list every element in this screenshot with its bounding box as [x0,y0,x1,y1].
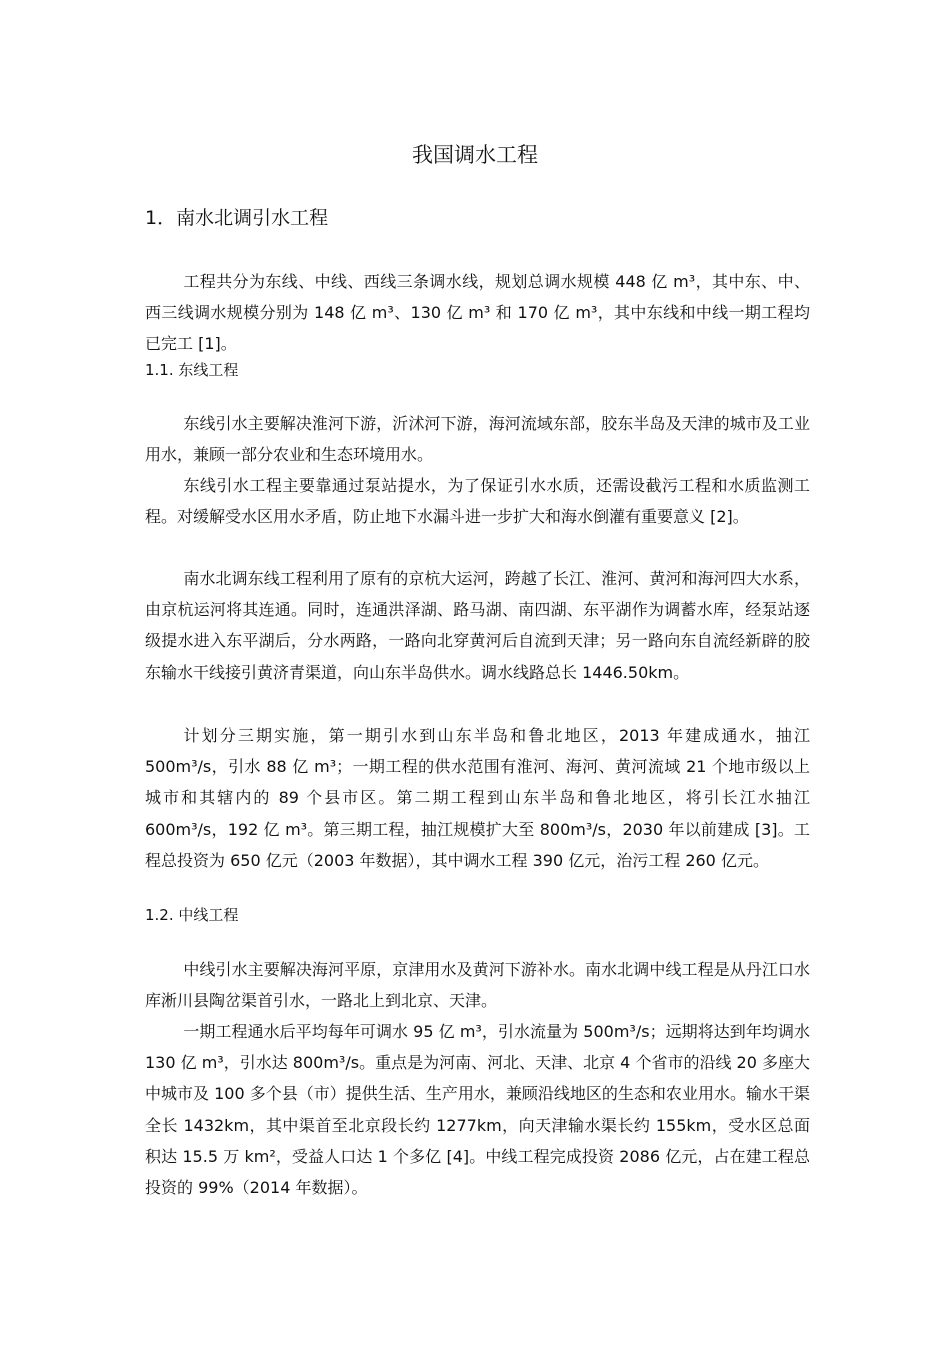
middle-paragraph-2: 一期工程通水后平均每年可调水 95 亿 m³，引水流量为 500m³/s；远期将达到年均调水 130 亿 m³，引水达 800m³/s。重点是为河南、河北、天津、北京 4 个省市的沿线 20 多座大中城市及 100 多个县（市）提供生活、生产用水，兼顾沿线地区的生态和农业用水。输水干渠全长 1432km，其中渠首至北京段长约 1277km，向天津输水渠长约 155km，受水区总面积达 15.5 万 km²，受益人口达 1 个多亿 [4]。中线工程完成投资 2086 亿元，占在建工程总投资的 99%（2014 年数据）。 [145,1022,810,1198]
east-paragraph-4: 计划分三期实施，第一期引水到山东半岛和鲁北地区，2013 年建成通水，抽江 500m³/s，引水 88 亿 m³；一期工程的供水范围有淮河、海河、黄河流域 21 个地市级以上城市和其辖内的 89 个县市区。第二期工程到山东半岛和鲁北地区，将引长江水抽江 600m³/s，192 亿 m³。第三期工程，抽江规模扩大至 800m³/s，2030 年以前建成 [3]。工程总投资为 650 亿元（2003 年数据），其中调水工程 390 亿元，治污工程 260 亿元。 [145,726,810,870]
subsection-heading-middle: 1.2. 中线工程 [145,906,239,924]
east-paragraph-3: 南水北调东线工程利用了原有的京杭大运河，跨越了长江、淮河、黄河和海河四大水系，由京杭运河将其连通。同时，连通洪泽湖、路马湖、南四湖、东平湖作为调蓄水库，经泵站逐级提水进入东平湖后，分水两路，一路向北穿黄河后自流到天津；另一路向东自流经新辟的胶东输水干线接引黄济青渠道，向山东半岛供水。调水线路总长 1446.50km。 [145,569,810,682]
intro-paragraph: 工程共分为东线、中线、西线三条调水线，规划总调水规模 448 亿 m³，其中东、中、西三线调水规模分别为 148 亿 m³、130 亿 m³ 和 170 亿 m³，其中东线和中线一期工程均已完工 [1]。 [145,272,810,354]
subsection-heading-east: 1.1. 东线工程 [145,361,239,379]
middle-paragraph-1: 中线引水主要解决海河平原，京津用水及黄河下游补水。南水北调中线工程是从丹江口水库淅川县陶岔渠首引水，一路北上到北京、天津。 [145,960,810,1011]
section-heading-south-north: 1．南水北调引水工程 [145,207,329,229]
document-title: 我国调水工程 [412,143,538,167]
east-paragraph-1: 东线引水主要解决淮河下游，沂沭河下游，海河流域东部，胶东半岛及天津的城市及工业用水，兼顾一部分农业和生态环境用水。 [145,414,810,465]
east-paragraph-2: 东线引水工程主要靠通过泵站提水，为了保证引水水质，还需设截污工程和水质监测工程。对缓解受水区用水矛盾，防止地下水漏斗进一步扩大和海水倒灌有重要意义 [2]。 [145,476,810,527]
